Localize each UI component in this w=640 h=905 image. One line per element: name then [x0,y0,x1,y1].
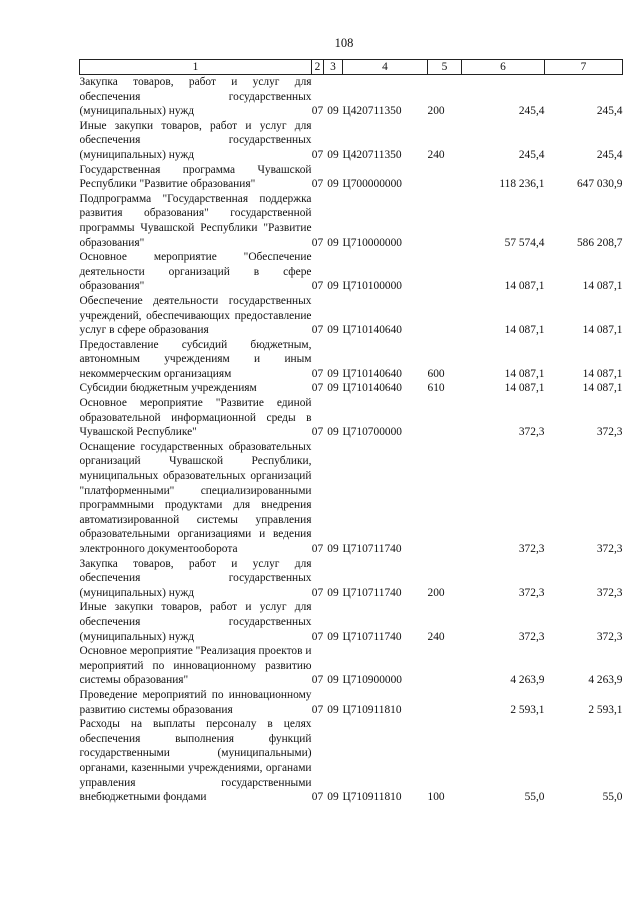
row-amount-year2: 2 593,1 [588,703,623,716]
row-name: Субсидии бюджетным учреждениям [79,382,257,395]
row-amount-year1: 372,3 [518,630,545,643]
header-row [80,60,623,75]
row-section: 07 [311,148,324,161]
row-expense-type: 240 [427,148,445,161]
row-amount-year1: 55,0 [524,791,545,804]
row-section: 07 [311,426,324,439]
row-target-article: Ц710700000 [342,426,402,439]
row-amount-year2: 372,3 [596,586,623,599]
table-row [80,717,623,805]
row-subsection: 09 [327,236,339,249]
row-expense-type [428,688,462,717]
page-number: 108 [334,36,354,50]
row-section: 07 [311,703,324,716]
row-amount-year1: 4 263,9 [510,674,545,687]
row-subsection: 09 [327,426,339,439]
row-target-article: Ц710911810 [342,791,402,804]
row-amount-year2: 245,4 [596,148,623,161]
row-expense-type [428,396,462,440]
row-amount-year1: 372,3 [518,586,545,599]
row-section: 07 [311,324,324,337]
header-col-5: 5 [428,60,462,75]
row-target-article: Ц710000000 [342,236,402,249]
row-name: Закупка товаров, работ и услуг для обеспечения государственных (муниципальных) нужд [79,76,312,118]
header-col-3: 3 [324,60,343,75]
row-subsection: 09 [327,674,339,687]
row-amount-year2: 14 087,1 [582,367,623,380]
table-row [80,192,623,250]
row-amount-year2: 372,3 [596,630,623,643]
row-subsection: 09 [327,586,339,599]
table-row [80,440,623,557]
row-amount-year1: 2 593,1 [510,703,545,716]
row-target-article: Ц420711350 [342,105,402,118]
row-amount-year2: 14 087,1 [582,324,623,337]
table-row [80,250,623,294]
row-expense-type [428,192,462,250]
row-section: 07 [311,543,324,555]
header-col-1: 1 [80,60,312,75]
row-amount-year1: 14 087,1 [504,382,545,395]
row-name: Государственная программа Чувашской Республики "Развитие образования" [79,163,312,191]
row-expense-type [428,163,462,192]
table-body [80,75,623,805]
row-section: 07 [311,674,324,687]
row-subsection: 09 [327,105,339,118]
row-name: Расходы на выплаты персоналу в целях обеспечения выполнения функций государственными (муниципальными) органами, казенными учреждениями, органами управления государственными внебюджетными фондами [79,718,312,804]
table-row [80,163,623,192]
header-col-2: 2 [312,60,324,75]
row-target-article: Ц710140640 [342,324,402,337]
header-col-6: 6 [462,60,545,75]
row-target-article: Ц420711350 [342,148,402,161]
row-expense-type: 610 [427,382,445,395]
table-row [80,294,623,338]
row-section: 07 [311,280,324,293]
row-expense-type: 100 [427,791,445,804]
table-row [80,119,623,163]
row-subsection: 09 [327,280,339,293]
row-target-article: Ц710140640 [342,367,402,380]
table-row [80,396,623,440]
row-subsection: 09 [327,630,339,643]
row-amount-year2: 647 030,9 [576,178,623,191]
row-name: Основное мероприятие "Обеспечение деятельности организаций в сфере образования" [79,251,312,293]
table-row [80,644,623,688]
row-amount-year1: 14 087,1 [504,367,545,380]
header-col-4: 4 [343,60,428,75]
row-expense-type [428,250,462,294]
row-section: 07 [311,367,324,380]
row-expense-type [428,440,462,557]
row-section: 07 [311,236,324,249]
row-amount-year2: 14 087,1 [582,280,623,293]
header-col-7: 7 [545,60,623,75]
row-name: Закупка товаров, работ и услуг для обеспечения государственных (муниципальных) нужд [79,557,312,599]
row-amount-year2: 372,3 [596,426,623,439]
table-row [80,688,623,717]
row-name: Иные закупки товаров, работ и услуг для обеспечения государственных (муниципальных) нужд [79,601,312,643]
row-target-article: Ц710911810 [342,703,402,716]
row-subsection: 09 [327,703,339,716]
row-subsection: 09 [327,791,339,804]
row-section: 07 [311,630,324,643]
row-amount-year2: 586 208,7 [576,236,623,249]
row-expense-type [428,644,462,688]
table-row [80,338,623,382]
row-expense-type [428,294,462,338]
row-amount-year2: 4 263,9 [588,674,623,687]
row-target-article: Ц710711740 [342,586,402,599]
row-name: Предоставление субсидий бюджетным, автономным учреждениям и иным некоммерческим организациям [79,338,312,380]
row-target-article: Ц710100000 [342,280,402,293]
row-name: Основное мероприятие "Развитие единой образовательной информационной среды в Чувашской Республике" [79,397,312,439]
row-subsection: 09 [327,382,339,395]
row-amount-year1: 14 087,1 [504,280,545,293]
row-amount-year1: 372,3 [518,426,545,439]
table-row [80,381,623,396]
row-name: Основное мероприятие "Реализация проектов и мероприятий по инновационному развитию системы образования" [79,645,312,687]
row-expense-type: 200 [427,586,445,599]
row-amount-year2: 372,3 [596,543,623,555]
table-header [80,60,623,75]
row-amount-year2: 245,4 [596,105,623,118]
row-expense-type: 600 [427,367,445,380]
row-section: 07 [311,178,324,191]
row-amount-year1: 118 236,1 [499,178,545,191]
row-target-article: Ц710140640 [342,382,402,395]
row-subsection: 09 [327,148,339,161]
row-target-article: Ц710711740 [342,630,402,643]
row-amount-year1: 57 574,4 [504,236,545,249]
row-subsection: 09 [327,543,339,555]
row-target-article: Ц710900000 [342,674,402,687]
row-name: Подпрограмма "Государственная поддержка развития образования" государственной программы Чувашской Республики "Развитие образования" [79,192,312,249]
row-name: Оснащение государственных образовательных организаций Чувашской Республики, муниципальных образовательных организаций "платформенными" специализированными программными продуктами для внедрения автоматизированной системы управления образовательными организациями и ведения электронного документооборота [79,440,312,555]
row-amount-year1: 372,3 [518,543,545,555]
row-section: 07 [311,382,324,395]
row-amount-year1: 14 087,1 [504,324,545,337]
row-subsection: 09 [327,178,339,191]
table-row [80,557,623,601]
row-name: Проведение мероприятий по инновационному развитию системы образования [79,688,312,716]
row-amount-year2: 55,0 [602,791,623,804]
row-expense-type: 200 [427,105,445,118]
row-subsection: 09 [327,324,339,337]
row-target-article: Ц710711740 [342,543,402,555]
row-target-article: Ц700000000 [342,178,402,191]
row-name: Иные закупки товаров, работ и услуг для обеспечения государственных (муниципальных) нужд [79,119,312,161]
row-section: 07 [311,791,324,804]
table-row [80,600,623,644]
row-expense-type: 240 [427,630,445,643]
row-subsection: 09 [327,367,339,380]
row-section: 07 [311,586,324,599]
row-name: Обеспечение деятельности государственных учреждений, обеспечивающих предоставление услуг в сфере образования [79,294,312,337]
row-amount-year2: 14 087,1 [582,382,623,395]
table-row [80,75,623,119]
budget-table [79,59,623,805]
row-amount-year1: 245,4 [518,148,545,161]
row-amount-year1: 245,4 [518,105,545,118]
row-section: 07 [311,105,324,118]
